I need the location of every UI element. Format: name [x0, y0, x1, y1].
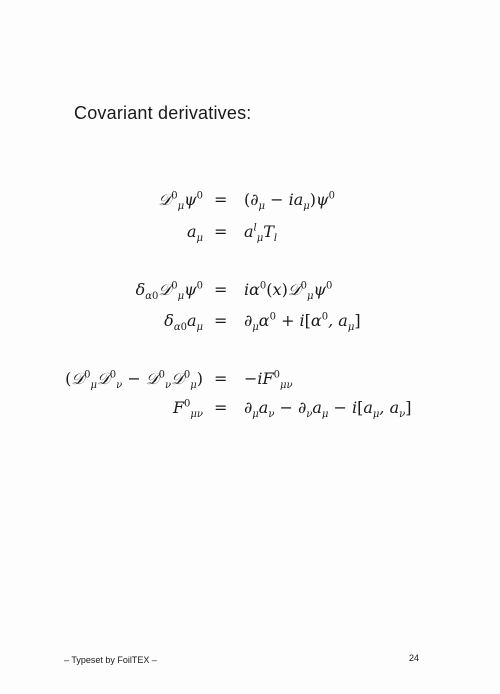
- equation-lhs: $F^0_{\mu\nu}$: [172, 398, 203, 421]
- page-number: 24: [409, 653, 420, 663]
- equation-relation: =: [214, 398, 228, 417]
- equation-rhs: $i\alpha^0(x)𝒟^0_\mu\psi^0$: [244, 280, 333, 303]
- section-heading: Covariant derivatives:: [74, 103, 252, 123]
- equation-row: [0, 369, 500, 393]
- equation-row: [0, 311, 500, 335]
- equation-rhs: $\partial_\mu a_\nu - \partial_\nu a_\mu - i[a_\mu$, $a_\nu$]: [244, 398, 412, 421]
- equation-rhs: $\partial_\mu\alpha^0 + i[\alpha^0$, $a_\mu$]: [244, 311, 361, 334]
- equation-rhs: $(\partial_\mu - ia_\mu)\psi^0$: [244, 190, 335, 213]
- equation-row: [0, 190, 500, 214]
- equation-lhs: $a_\mu$: [186, 222, 203, 245]
- equation-row: [0, 398, 500, 422]
- equation-relation: =: [214, 311, 228, 330]
- equation-rhs: $a^l_\mu T_l$: [244, 222, 278, 245]
- equation-lhs: $\delta_{\alpha 0}𝒟^0_\mu\psi^0$: [135, 280, 203, 303]
- equation-row: [0, 222, 500, 246]
- equation-lhs: $𝒟^0_\mu\psi^0$: [158, 190, 203, 213]
- equation-relation: =: [214, 280, 228, 299]
- footer-typeset-note: – Typeset by FoilTEX –: [64, 655, 157, 665]
- equation-rhs: $-iF^0_{\mu\nu}$: [244, 369, 293, 392]
- equation-relation: =: [214, 222, 228, 241]
- equation-relation: =: [214, 190, 228, 209]
- equation-lhs: (𝒟$^0_\mu$𝒟$^0_\nu$ − 𝒟$^0_\nu$𝒟$^0_\mu$): [65, 369, 203, 392]
- equation-lhs: $\delta_{\alpha 0}a_\mu$: [164, 311, 203, 334]
- equation-relation: =: [214, 369, 228, 388]
- equation-row: [0, 280, 500, 304]
